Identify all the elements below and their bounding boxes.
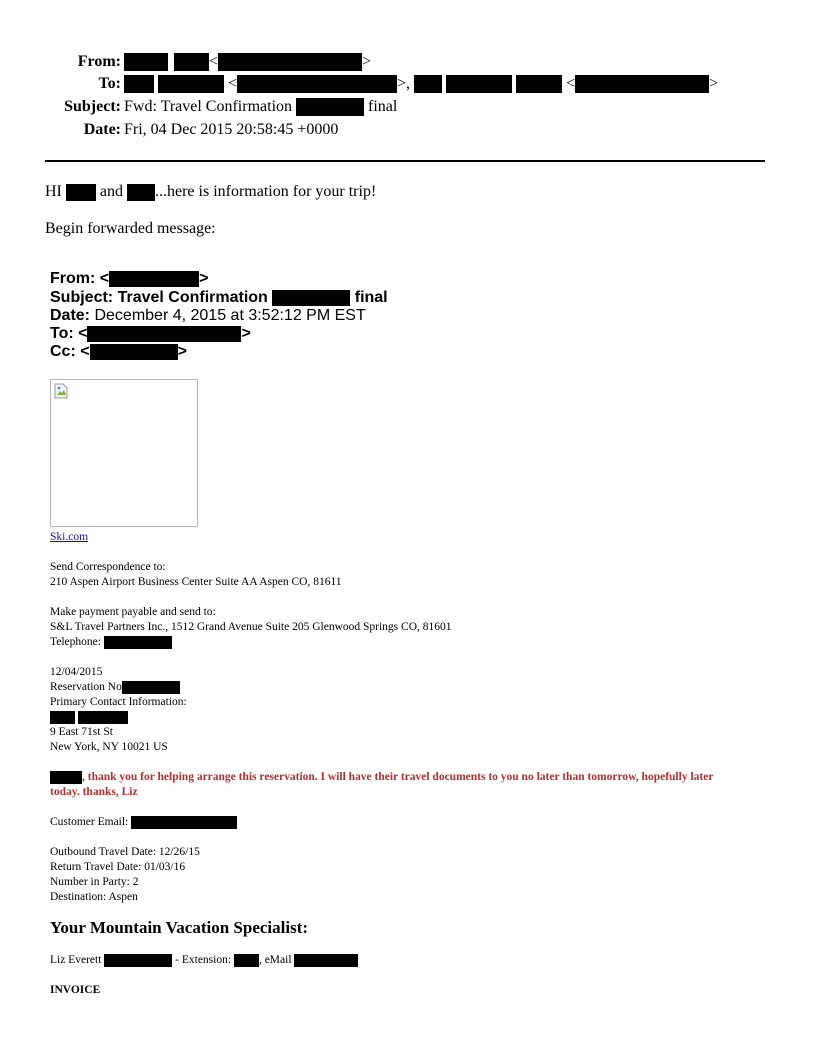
redacted-email (575, 75, 709, 93)
redacted-email (87, 326, 241, 342)
date-value: Fri, 04 Dec 2015 20:58:45 +0000 (124, 121, 339, 138)
customer-email-line: Customer Email: (50, 815, 237, 830)
redacted-text (296, 98, 364, 116)
redacted-name (446, 75, 512, 93)
redacted-name (66, 184, 96, 201)
destination: Destination: Aspen (50, 891, 138, 903)
redacted-name (124, 53, 168, 71)
redacted-email (109, 271, 199, 287)
fwd-from: From: < > (50, 270, 209, 287)
header-divider (45, 160, 765, 162)
payment-label: Make payment payable and send to: (50, 606, 216, 618)
contact-city: New York, NY 10021 US (50, 741, 168, 753)
fwd-to: To: < > (50, 325, 251, 342)
redacted-name (158, 75, 224, 93)
to-label: To: (98, 75, 121, 92)
redacted-name (78, 711, 128, 724)
invoice-date: 12/04/2015 (50, 666, 103, 678)
begin-forwarded: Begin forwarded message: (45, 220, 216, 237)
ski-com-link-wrap (50, 530, 88, 545)
fwd-date: Date: December 4, 2015 at 3:52:12 PM EST (50, 307, 366, 324)
redacted-reservation-number (122, 681, 180, 694)
subject-value: Fwd: Travel Confirmation final (124, 98, 398, 115)
fwd-cc: Cc: < > (50, 343, 187, 360)
party-count: Number in Party: 2 (50, 876, 139, 888)
redacted-name (414, 75, 442, 93)
redacted-phone (104, 636, 172, 649)
specialist-line: Liz Everett - Extension: , eMail (50, 953, 358, 968)
redacted-extension (234, 954, 259, 967)
contact-street: 9 East 71st St (50, 726, 113, 738)
payment-address: S&L Travel Partners Inc., 1512 Grand Avenue Suite 205 Glenwood Springs CO, 81601 (50, 621, 452, 633)
primary-contact-label: Primary Contact Information: (50, 696, 187, 708)
redacted-name (127, 184, 155, 201)
outbound-date: Outbound Travel Date: 12/26/15 (50, 846, 200, 858)
subject-label: Subject: (64, 98, 121, 115)
broken-image-icon (54, 383, 68, 399)
redacted-name (174, 53, 209, 71)
specialist-heading: Your Mountain Vacation Specialist: (50, 918, 309, 937)
reservation-line: Reservation No (50, 680, 180, 695)
redacted-email (294, 954, 358, 967)
date-label: Date: (83, 121, 121, 138)
redacted-email (237, 75, 397, 93)
fwd-subject: Subject: Travel Confirmation final (50, 289, 388, 306)
primary-contact-name (50, 710, 128, 725)
ski-com-link[interactable]: Ski.com (50, 531, 89, 543)
logo-image-placeholder (50, 379, 198, 527)
invoice-heading: INVOICE (50, 984, 101, 996)
to-value: < >, < > (124, 75, 718, 93)
from-label: From: (77, 53, 121, 70)
greeting-line: HI and ...here is information for your trip! (45, 183, 377, 200)
redacted-email (218, 53, 362, 71)
redacted-name (124, 75, 154, 93)
redacted-name (50, 771, 82, 784)
redacted-phone (104, 954, 172, 967)
send-corr-label: Send Correspondence to: (50, 561, 166, 573)
redacted-name (516, 75, 562, 93)
redacted-name (50, 711, 75, 724)
telephone-line: Telephone: (50, 635, 172, 650)
redacted-email (131, 816, 237, 829)
redacted-text (272, 290, 350, 306)
from-value: < > (124, 53, 371, 71)
redacted-email (90, 344, 178, 360)
send-corr-address: 210 Aspen Airport Business Center Suite AA Aspen CO, 81611 (50, 576, 342, 588)
agent-note: , thank you for helping arrange this reservation. I will have their travel documents to you no later than tomorrow, hopefully later today. thanks, Liz (50, 771, 714, 798)
return-date: Return Travel Date: 01/03/16 (50, 861, 186, 873)
